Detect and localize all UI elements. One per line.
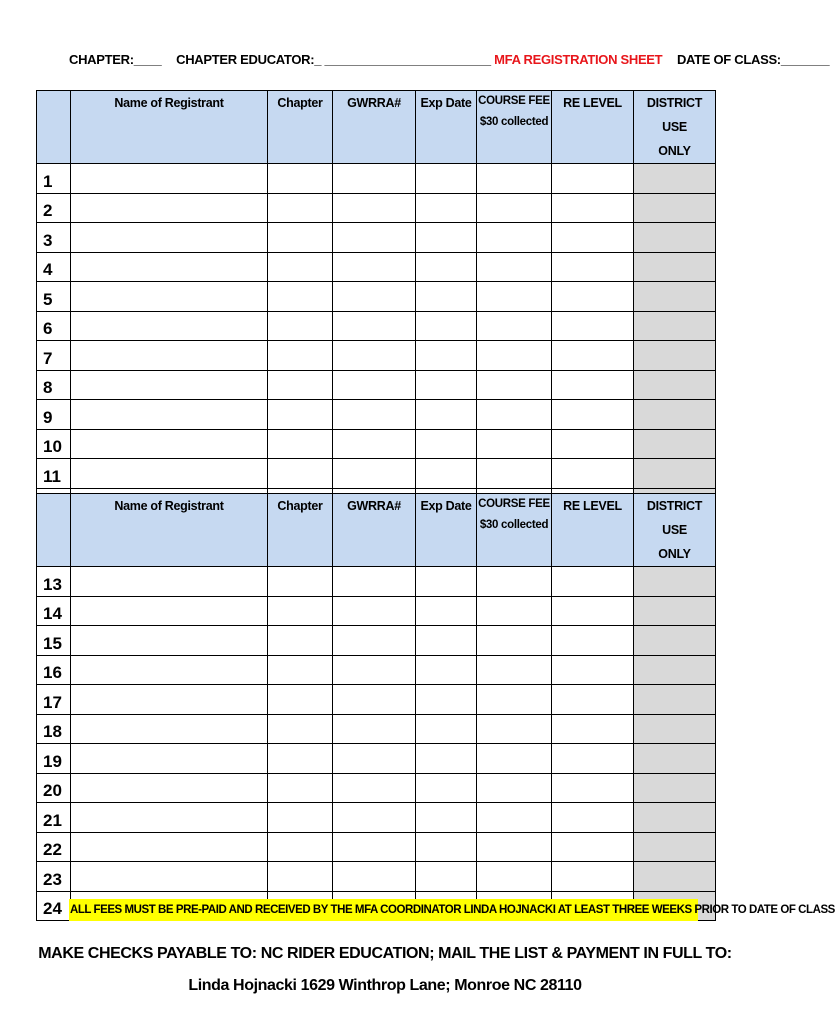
course-fee-cell[interactable] [477, 429, 552, 459]
chapter-cell[interactable] [268, 567, 333, 597]
re-level-cell[interactable] [552, 223, 634, 253]
exp-date-cell[interactable] [416, 744, 477, 774]
district-use-cell [634, 773, 716, 803]
course-fee-cell[interactable] [477, 862, 552, 892]
exp-date-cell[interactable] [416, 714, 477, 744]
exp-date-cell[interactable] [416, 164, 477, 194]
course-fee-cell[interactable] [477, 193, 552, 223]
registrant-name-cell[interactable] [71, 862, 268, 892]
exp-date-cell[interactable] [416, 223, 477, 253]
header-gwrra-number [333, 494, 416, 567]
exp-date-cell[interactable] [416, 400, 477, 430]
gwrra-number-cell[interactable] [333, 744, 416, 774]
payment-instructions: MAKE CHECKS PAYABLE TO: NC RIDER EDUCATION; MAIL THE LIST & PAYMENT IN FULL TO: [38, 945, 732, 962]
header-course-fee [477, 91, 552, 164]
row-number: 20 [37, 773, 71, 803]
registrant-name-cell[interactable] [71, 252, 268, 282]
district-use-cell [634, 685, 716, 715]
header-name-of-registrant-label: Name of Registrant [114, 499, 224, 513]
header-district-use-only-line-2: ONLY [658, 144, 691, 158]
re-level-cell[interactable] [552, 596, 634, 626]
exp-date-cell[interactable] [416, 832, 477, 862]
row-number: 19 [37, 744, 71, 774]
gwrra-number-cell[interactable] [333, 282, 416, 312]
table-row [37, 862, 716, 892]
course-fee-cell[interactable] [477, 252, 552, 282]
district-use-cell [634, 341, 716, 371]
gwrra-number-cell[interactable] [333, 832, 416, 862]
header-name-of-registrant-label: Name of Registrant [114, 96, 224, 110]
re-level-cell[interactable] [552, 164, 634, 194]
header-chapter-label: Chapter [277, 499, 323, 513]
exp-date-cell[interactable] [416, 685, 477, 715]
course-fee-cell[interactable] [477, 773, 552, 803]
header-exp-date [416, 91, 477, 164]
district-use-cell [634, 714, 716, 744]
registrant-name-cell[interactable] [71, 626, 268, 656]
table-row [37, 685, 716, 715]
chapter-cell[interactable] [268, 252, 333, 282]
header-re-level [552, 494, 634, 567]
district-use-cell [634, 429, 716, 459]
gwrra-number-cell[interactable] [333, 803, 416, 833]
date-of-class-field-label: DATE OF CLASS:_______ [676, 52, 830, 67]
course-fee-cell[interactable] [477, 803, 552, 833]
district-use-cell [634, 567, 716, 597]
table-row [37, 341, 716, 371]
chapter-cell[interactable] [268, 223, 333, 253]
exp-date-cell[interactable] [416, 803, 477, 833]
row-number: 17 [37, 685, 71, 715]
header-re-level [552, 91, 634, 164]
registrant-name-cell[interactable] [71, 429, 268, 459]
registrant-name-cell[interactable] [71, 714, 268, 744]
row-number: 6 [37, 311, 71, 341]
re-level-cell[interactable] [552, 655, 634, 685]
gwrra-number-cell[interactable] [333, 370, 416, 400]
exp-date-cell[interactable] [416, 311, 477, 341]
course-fee-cell[interactable] [477, 282, 552, 312]
row-number: 15 [37, 626, 71, 656]
re-level-cell[interactable] [552, 714, 634, 744]
re-level-cell[interactable] [552, 626, 634, 656]
exp-date-cell[interactable] [416, 341, 477, 371]
registrant-name-cell[interactable] [71, 370, 268, 400]
table-row [37, 193, 716, 223]
chapter-field-label: CHAPTER:____ [69, 52, 162, 67]
course-fee-cell[interactable] [477, 223, 552, 253]
chapter-cell[interactable] [268, 370, 333, 400]
sheet-title: MFA REGISTRATION SHEET [494, 52, 663, 67]
header-course-fee-line-1: COURSE FEE [478, 95, 550, 107]
table-row [37, 596, 716, 626]
row-number: 16 [37, 655, 71, 685]
table-row [37, 744, 716, 774]
table-row [37, 655, 716, 685]
gwrra-number-cell[interactable] [333, 567, 416, 597]
chapter-cell[interactable] [268, 685, 333, 715]
row-number: 9 [37, 400, 71, 430]
re-level-cell[interactable] [552, 685, 634, 715]
header-re-level-label: RE LEVEL [563, 499, 622, 513]
re-level-cell[interactable] [552, 803, 634, 833]
chapter-cell[interactable] [268, 744, 333, 774]
header-course-fee-line-1: COURSE FEE [478, 498, 550, 510]
course-fee-cell[interactable] [477, 311, 552, 341]
gwrra-number-cell[interactable] [333, 862, 416, 892]
header-course-fee [477, 494, 552, 567]
header-chapter [268, 494, 333, 567]
row-number: 11 [37, 459, 71, 489]
table-row [37, 311, 716, 341]
course-fee-cell[interactable] [477, 370, 552, 400]
chapter-cell[interactable] [268, 400, 333, 430]
row-number: 1 [37, 164, 71, 194]
district-use-cell [634, 400, 716, 430]
chapter-cell[interactable] [268, 429, 333, 459]
header-number-cell [37, 91, 71, 164]
chapter-cell[interactable] [268, 803, 333, 833]
mailing-address: Linda Hojnacki 1629 Winthrop Lane; Monroe NC 28110 [188, 977, 582, 994]
row-number: 24 [37, 891, 71, 921]
exp-date-cell[interactable] [416, 596, 477, 626]
district-use-cell [634, 193, 716, 223]
row-number: 18 [37, 714, 71, 744]
re-level-cell[interactable] [552, 773, 634, 803]
table-row [37, 803, 716, 833]
table-row [37, 223, 716, 253]
row-number: 14 [37, 596, 71, 626]
gwrra-number-cell[interactable] [333, 164, 416, 194]
registrant-name-cell[interactable] [71, 282, 268, 312]
chapter-cell[interactable] [268, 596, 333, 626]
chapter-cell[interactable] [268, 832, 333, 862]
table-row [37, 459, 716, 489]
chapter-educator-field-label: CHAPTER EDUCATOR:_ ________________________ [176, 52, 491, 67]
course-fee-cell[interactable] [477, 714, 552, 744]
gwrra-number-cell[interactable] [333, 223, 416, 253]
re-level-cell[interactable] [552, 862, 634, 892]
table-row [37, 832, 716, 862]
chapter-cell[interactable] [268, 459, 333, 489]
header-course-fee-line-2: $30 collected [479, 519, 549, 531]
registrant-name-cell[interactable] [71, 341, 268, 371]
registrant-name-cell[interactable] [71, 459, 268, 489]
district-use-cell [634, 223, 716, 253]
row-number: 3 [37, 223, 71, 253]
district-use-cell [634, 596, 716, 626]
registrant-name-cell[interactable] [71, 193, 268, 223]
chapter-cell[interactable] [268, 773, 333, 803]
table-row [37, 252, 716, 282]
chapter-cell[interactable] [268, 626, 333, 656]
re-level-cell[interactable] [552, 832, 634, 862]
chapter-cell[interactable] [268, 282, 333, 312]
re-level-cell[interactable] [552, 744, 634, 774]
chapter-cell[interactable] [268, 193, 333, 223]
exp-date-cell[interactable] [416, 567, 477, 597]
registrant-name-cell[interactable] [71, 567, 268, 597]
form-header [69, 52, 830, 70]
chapter-cell[interactable] [268, 655, 333, 685]
district-use-cell [634, 744, 716, 774]
district-use-cell [634, 459, 716, 489]
row-number: 21 [37, 803, 71, 833]
header-gwrra-number-label: GWRRA# [347, 96, 401, 110]
district-use-cell [634, 803, 716, 833]
table-row [37, 429, 716, 459]
course-fee-cell[interactable] [477, 400, 552, 430]
row-number: 23 [37, 862, 71, 892]
re-level-cell[interactable] [552, 400, 634, 430]
course-fee-cell[interactable] [477, 626, 552, 656]
gwrra-number-cell[interactable] [333, 459, 416, 489]
gwrra-number-cell[interactable] [333, 311, 416, 341]
district-use-cell [634, 862, 716, 892]
registrant-name-cell[interactable] [71, 223, 268, 253]
header-re-level-label: RE LEVEL [563, 96, 622, 110]
exp-date-cell[interactable] [416, 626, 477, 656]
course-fee-cell[interactable] [477, 341, 552, 371]
gwrra-number-cell[interactable] [333, 252, 416, 282]
registrant-name-cell[interactable] [71, 803, 268, 833]
gwrra-number-cell[interactable] [333, 773, 416, 803]
district-use-cell [634, 626, 716, 656]
exp-date-cell[interactable] [416, 459, 477, 489]
chapter-cell[interactable] [268, 341, 333, 371]
re-level-cell[interactable] [552, 252, 634, 282]
header-chapter [268, 91, 333, 164]
row-number: 22 [37, 832, 71, 862]
table-row [37, 400, 716, 430]
header-exp-date-label: Exp Date [420, 96, 472, 110]
exp-date-cell[interactable] [416, 773, 477, 803]
gwrra-number-cell[interactable] [333, 596, 416, 626]
re-level-cell[interactable] [552, 567, 634, 597]
district-use-cell [634, 164, 716, 194]
course-fee-cell[interactable] [477, 164, 552, 194]
registrant-name-cell[interactable] [71, 311, 268, 341]
header-exp-date-label: Exp Date [420, 499, 472, 513]
header-district-use-only-line-1: DISTRICT USE [646, 96, 703, 134]
course-fee-cell[interactable] [477, 596, 552, 626]
registrant-name-cell[interactable] [71, 164, 268, 194]
header-name-of-registrant [71, 494, 268, 567]
re-level-cell[interactable] [552, 459, 634, 489]
header-chapter-label: Chapter [277, 96, 323, 110]
gwrra-number-cell[interactable] [333, 429, 416, 459]
exp-date-cell[interactable] [416, 655, 477, 685]
gwrra-number-cell[interactable] [333, 655, 416, 685]
table-row [37, 626, 716, 656]
row-number: 8 [37, 370, 71, 400]
re-level-cell[interactable] [552, 370, 634, 400]
table-row [37, 282, 716, 312]
header-name-of-registrant [71, 91, 268, 164]
gwrra-number-cell[interactable] [333, 626, 416, 656]
header-gwrra-number-label: GWRRA# [347, 499, 401, 513]
exp-date-cell[interactable] [416, 429, 477, 459]
chapter-cell[interactable] [268, 862, 333, 892]
column-header-row [37, 494, 716, 567]
header-course-fee-line-2: $30 collected [479, 116, 549, 128]
gwrra-number-cell[interactable] [333, 685, 416, 715]
row-number: 5 [37, 282, 71, 312]
header-district-use-only-line-2: ONLY [658, 547, 691, 561]
registrant-name-cell[interactable] [71, 773, 268, 803]
course-fee-cell[interactable] [477, 685, 552, 715]
row-number: 13 [37, 567, 71, 597]
course-fee-cell[interactable] [477, 459, 552, 489]
registration-table-1 [36, 90, 716, 518]
district-use-cell [634, 282, 716, 312]
header-gwrra-number [333, 91, 416, 164]
course-fee-cell[interactable] [477, 655, 552, 685]
header-number-cell [37, 494, 71, 567]
header-district-use-only-line-1: DISTRICT USE [646, 499, 703, 537]
fee-notice: ALL FEES MUST BE PRE-PAID AND RECEIVED BY THE MFA COORDINATOR LINDA HOJNACKI AT LEAST THREE WEEKS PRIOR TO DATE OF CLASS [69, 899, 698, 921]
gwrra-number-cell[interactable] [333, 341, 416, 371]
row-number: 4 [37, 252, 71, 282]
row-number: 10 [37, 429, 71, 459]
registration-table-2 [36, 493, 716, 921]
chapter-cell[interactable] [268, 311, 333, 341]
course-fee-cell[interactable] [477, 832, 552, 862]
registrant-name-cell[interactable] [71, 685, 268, 715]
re-level-cell[interactable] [552, 282, 634, 312]
gwrra-number-cell[interactable] [333, 193, 416, 223]
chapter-cell[interactable] [268, 164, 333, 194]
re-level-cell[interactable] [552, 341, 634, 371]
exp-date-cell[interactable] [416, 252, 477, 282]
district-use-cell [634, 311, 716, 341]
registrant-name-cell[interactable] [71, 400, 268, 430]
registrant-name-cell[interactable] [71, 744, 268, 774]
course-fee-cell[interactable] [477, 567, 552, 597]
district-use-cell [634, 832, 716, 862]
course-fee-cell[interactable] [477, 744, 552, 774]
table-row [37, 773, 716, 803]
header-exp-date [416, 494, 477, 567]
table-row [37, 164, 716, 194]
table-row [37, 370, 716, 400]
re-level-cell[interactable] [552, 193, 634, 223]
column-header-row [37, 91, 716, 164]
exp-date-cell[interactable] [416, 193, 477, 223]
registrant-name-cell[interactable] [71, 655, 268, 685]
district-use-cell [634, 655, 716, 685]
row-number: 2 [37, 193, 71, 223]
exp-date-cell[interactable] [416, 282, 477, 312]
re-level-cell[interactable] [552, 311, 634, 341]
table-row [37, 714, 716, 744]
exp-date-cell[interactable] [416, 370, 477, 400]
re-level-cell[interactable] [552, 429, 634, 459]
registrant-name-cell[interactable] [71, 832, 268, 862]
gwrra-number-cell[interactable] [333, 400, 416, 430]
gwrra-number-cell[interactable] [333, 714, 416, 744]
exp-date-cell[interactable] [416, 862, 477, 892]
registrant-name-cell[interactable] [71, 596, 268, 626]
header-district-use-only [634, 91, 716, 164]
table-row [37, 567, 716, 597]
row-number: 7 [37, 341, 71, 371]
chapter-cell[interactable] [268, 714, 333, 744]
header-district-use-only [634, 494, 716, 567]
district-use-cell [634, 252, 716, 282]
district-use-cell [634, 370, 716, 400]
